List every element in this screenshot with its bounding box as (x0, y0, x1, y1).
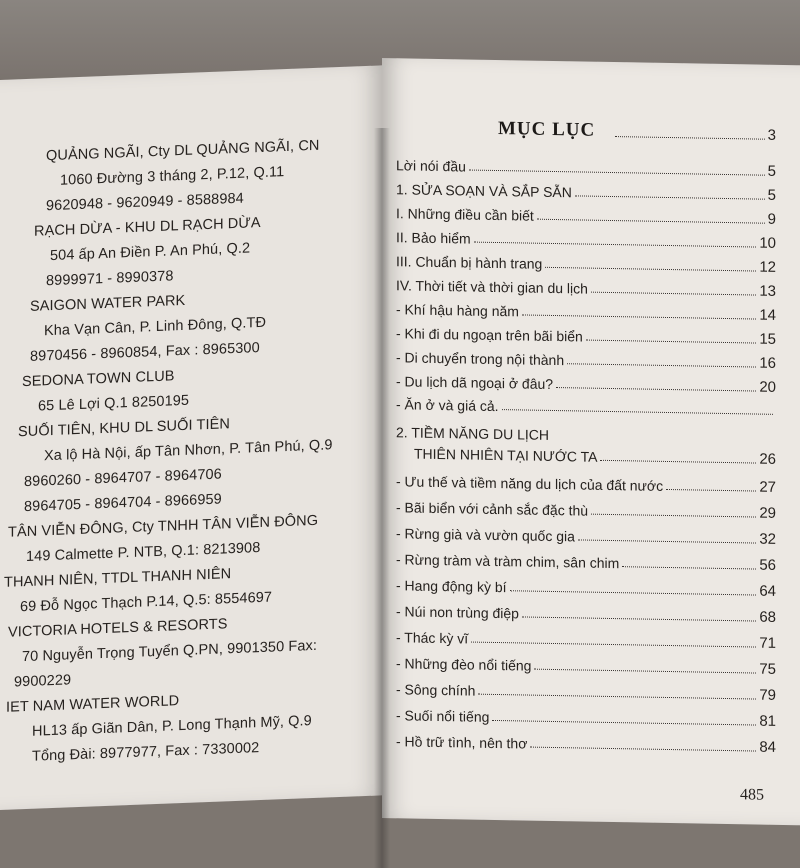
toc-page: 27 (759, 478, 776, 496)
toc-entry (396, 498, 776, 522)
toc-label: - Khi đi du ngoạn trên bãi biển (396, 325, 583, 345)
leader-dots (622, 566, 756, 569)
toc-entry (396, 228, 776, 252)
toc-page: 64 (759, 582, 776, 600)
toc-label: I. Những điều cần biết (396, 205, 534, 224)
leader-dots (510, 590, 757, 595)
toc-title-row (612, 124, 776, 144)
toc-label: - Hang động kỳ bí (396, 577, 507, 596)
toc-entry (396, 156, 776, 180)
toc-entry (396, 654, 776, 678)
toc-label: - Di chuyển trong nội thành (396, 349, 565, 369)
toc-label: 2. TIỀM NĂNG DU LỊCH (396, 424, 549, 443)
toc-entry (396, 300, 776, 324)
left-page-line: SEDONA TOWN CLUB (22, 368, 175, 391)
toc-entry (396, 732, 776, 756)
toc-page: 3 (767, 126, 776, 144)
left-page-line: 8970456 - 8960854, Fax : 8965300 (30, 340, 260, 365)
toc-page: 20 (759, 378, 776, 396)
leader-dots (469, 170, 765, 176)
toc-page: 16 (759, 354, 776, 372)
left-page-line: THANH NIÊN, TTDL THANH NIÊN (4, 566, 232, 591)
left-page-line: HL13 ấp Giãn Dân, P. Long Thạnh Mỹ, Q.9 (32, 713, 312, 740)
leader-dots (545, 267, 756, 272)
leader-dots (567, 363, 756, 367)
left-page-line: SAIGON WATER PARK (30, 292, 186, 315)
leader-dots (591, 292, 756, 296)
left-page-line: 69 Đỗ Ngọc Thạch P.14, Q.5: 8554697 (20, 589, 273, 616)
toc-entry (396, 628, 776, 652)
toc-page: 75 (759, 660, 776, 678)
toc-label: II. Bảo hiểm (396, 229, 471, 247)
toc-label: - Sông chính (396, 681, 476, 699)
toc-label: THIÊN NHIÊN TẠI NƯỚC TA (414, 445, 598, 465)
toc-page: 14 (759, 306, 776, 324)
toc-entry (396, 396, 776, 419)
leader-dots (578, 539, 756, 543)
toc-label: - Núi non trùng điệp (396, 603, 519, 622)
left-page-line: 9900229 (14, 672, 72, 691)
toc-label: - Rừng tràm và tràm chim, sân chim (396, 551, 620, 572)
left-page-line: 504 ấp An Điền P. An Phú, Q.2 (50, 240, 251, 265)
open-book (0, 58, 800, 804)
toc-entry (396, 348, 776, 372)
left-page-line: 8960260 - 8964707 - 8964706 (24, 466, 222, 491)
page-number: 485 (740, 786, 764, 804)
toc-page: 81 (759, 712, 776, 730)
toc-page: 15 (759, 330, 776, 348)
leader-dots (502, 409, 773, 415)
toc-page: 68 (759, 608, 776, 626)
toc-label: IV. Thời tiết và thời gian du lịch (396, 277, 588, 297)
left-page-line: 70 Nguyễn Trọng Tuyển Q.PN, 9901350 Fax: (22, 637, 317, 666)
toc-page: 79 (759, 686, 776, 704)
toc-entry (396, 372, 776, 396)
leader-dots (522, 616, 756, 621)
toc-entry (396, 180, 776, 204)
left-page-line: 9620948 - 9620949 - 8588984 (46, 190, 244, 215)
leader-dots (522, 314, 756, 319)
left-page-line: QUẢNG NGÃI, Cty DL QUẢNG NGÃI, CN (46, 137, 320, 165)
toc-label: Lời nói đầu (396, 157, 466, 175)
toc-page: 84 (759, 738, 776, 756)
toc-label: - Khí hậu hàng năm (396, 301, 519, 320)
left-page (0, 65, 382, 810)
left-page-line: TÂN VIỄN ĐÔNG, Cty TNHH TÂN VIỄN ĐÔNG (8, 512, 319, 541)
toc-page: 12 (759, 258, 776, 276)
toc-label: - Bãi biển với cảnh sắc đặc thù (396, 499, 589, 519)
leader-dots (591, 514, 756, 518)
leader-dots (530, 747, 756, 752)
left-page-line: 8964705 - 8964704 - 8966959 (24, 491, 222, 516)
right-page (382, 58, 800, 826)
leader-dots (471, 642, 756, 648)
left-page-line: 1060 Đường 3 tháng 2, P.12, Q.11 (60, 164, 285, 189)
toc-label: - Suối nổi tiếng (396, 707, 490, 725)
toc-label: - Hồ trữ tình, nên thơ (396, 733, 528, 752)
toc-label: - Những đèo nổi tiếng (396, 655, 532, 674)
toc-label: - Ăn ở và giá cả. (396, 396, 499, 415)
leader-dots (478, 694, 756, 700)
leader-dots (492, 720, 756, 726)
toc-entry (396, 602, 776, 626)
toc-page: 5 (767, 186, 776, 204)
left-page-line: Kha Vạn Cân, P. Linh Đông, Q.TĐ (44, 314, 267, 340)
toc-label: III. Chuẩn bị hành trang (396, 253, 543, 272)
left-page-line: 8999971 - 8990378 (46, 268, 174, 290)
toc-page: 56 (759, 556, 776, 574)
leader-dots (556, 387, 756, 391)
left-page-line: VICTORIA HOTELS & RESORTS (8, 616, 228, 641)
left-page-line: Tổng Đài: 8977977, Fax : 7330002 (32, 740, 260, 765)
toc-page: 32 (759, 530, 776, 548)
toc-page: 29 (759, 504, 776, 522)
toc-title: MỤC LỤC (498, 118, 596, 141)
leader-dots (575, 195, 765, 199)
toc-page: 5 (767, 162, 776, 180)
toc-label: - Thác kỳ vĩ (396, 629, 469, 647)
toc-entry (396, 524, 776, 548)
toc-entry (414, 445, 776, 468)
leader-dots (586, 340, 757, 344)
left-page-line: SUỐI TIÊN, KHU DL SUỐI TIÊN (18, 416, 230, 441)
leader-dots (615, 136, 765, 140)
toc-page: 10 (759, 234, 776, 252)
leader-dots (666, 489, 756, 492)
toc-label: - Ưu thế và tiềm năng du lịch của đất nước (396, 473, 664, 494)
toc-entry (396, 324, 776, 348)
toc-entry (396, 424, 776, 447)
toc-entry (396, 472, 776, 496)
toc-label: - Du lịch dã ngoại ở đâu? (396, 373, 554, 392)
toc-entry (396, 252, 776, 276)
left-page-line: 149 Calmette P. NTB, Q.1: 8213908 (26, 539, 261, 566)
toc-entry (396, 576, 776, 600)
toc-entry (396, 706, 776, 730)
toc-label: 1. SỬA SOẠN VÀ SẮP SẴN (396, 181, 572, 201)
left-page-line: Xa lộ Hà Nội, ấp Tân Nhơn, P. Tân Phú, Q.9 (44, 437, 333, 465)
leader-dots (474, 242, 757, 248)
toc-page: 26 (759, 450, 776, 468)
toc-entry (396, 680, 776, 704)
leader-dots (600, 460, 756, 464)
left-page-line: RẠCH DỪA - KHU DL RẠCH DỪA (34, 214, 261, 240)
left-page-line: IET NAM WATER WORLD (6, 693, 180, 716)
toc-entry (396, 550, 776, 574)
toc-page: 9 (767, 210, 776, 228)
toc-page: 71 (759, 634, 776, 652)
toc-entry (396, 204, 776, 228)
leader-dots (534, 669, 756, 674)
toc-label: - Rừng già và vườn quốc gia (396, 525, 575, 545)
toc-entry (396, 276, 776, 300)
toc-page: 13 (759, 282, 776, 300)
leader-dots (537, 219, 765, 224)
book-gutter (374, 128, 390, 868)
left-page-line: 65 Lê Lợi Q.1 8250195 (38, 392, 190, 415)
